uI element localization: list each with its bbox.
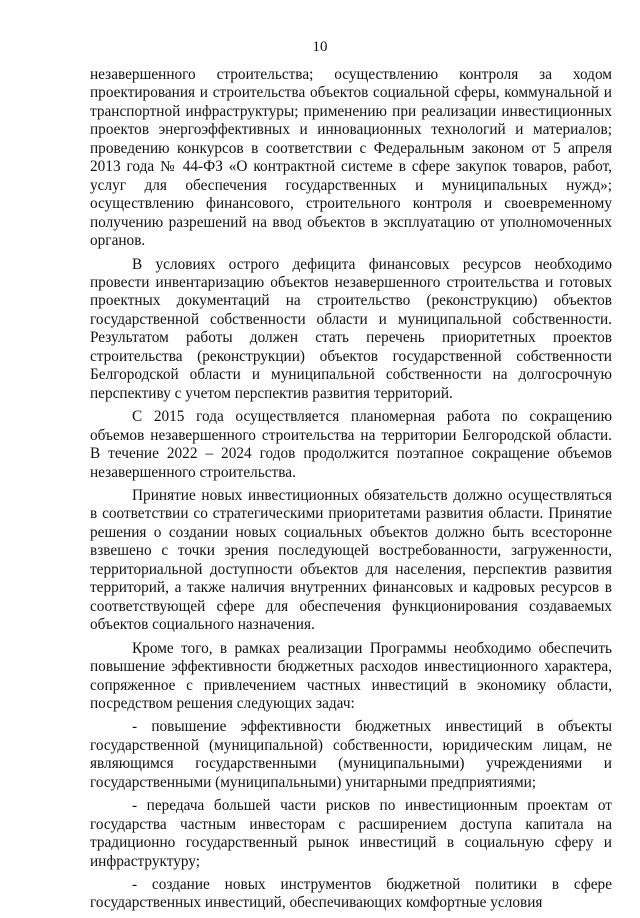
page-number: 10 bbox=[312, 39, 328, 55]
paragraph-reduction: С 2015 года осуществляется планомерная работа по сокращению объемов незавершенного строительства на территории Белгородской области. В течение 2022 – 2024 годов продолжится поэтапное сокращение объемов незавершенного строительства. bbox=[90, 408, 612, 481]
list-item-new-instruments: - создание новых инструментов бюджетной политики в сфере государственных инвестиций, обеспечивающих комфортные условия bbox=[90, 876, 612, 912]
paragraph-program-tasks: Кроме того, в рамках реализации Программы необходимо обеспечить повышение эффективности бюджетных расходов инвестиционного характера, сопряженное с привлечением частных инвестиций в экономику области, посредством решения следующих задач: bbox=[90, 639, 612, 712]
list-item-efficiency: - повышение эффективности бюджетных инвестиций в объекты государственной (муниципальной) собственности, юридическим лицам, не являющимся государственными (муниципальными) учреждениями и государственными (муниципальными) унитарными предприятиями; bbox=[90, 718, 612, 791]
paragraph-inventory: В условиях острого дефицита финансовых ресурсов необходимо провести инвентаризацию объектов незавершенного строительства и готовых проектных документаций на строительство (реконструкцию) объектов государственной собственности области и муниципальной собственности. Результатом работы должен стать перечень приоритетных проектов строительства (реконструкции) объектов государственной собственности Белгородской области и муниципальной собственности на долгосрочную перспективу с учетом перспектив развития территорий. bbox=[90, 255, 612, 402]
list-item-risk-transfer: - передача большей части рисков по инвестиционным проектам от государства частным инвесторам с расширением доступа капитала на традиционно государственный рынок инвестиций в социальную сферу и инфраструктуру; bbox=[90, 797, 612, 870]
document-body bbox=[90, 66, 612, 918]
paragraph-obligations: Принятие новых инвестиционных обязательств должно осуществляться в соответствии со стратегическими приоритетами развития области. Принятие решения о создании новых социальных объектов должно быть всесторонне взвешено с точки зрения последующей востребованности, загруженности, территориальной доступности объектов для населения, перспектив развития территорий, а также наличия внутренних финансовых и кадровых ресурсов в соответствующей сфере для обеспечения функционирования создаваемых объектов социального назначения. bbox=[90, 486, 612, 634]
paragraph-continuation: незавершенного строительства; осуществлению контроля за ходом проектирования и строительства объектов социальной сферы, коммунальной и транспортной инфраструктуры; применению при реализации инвестиционных проектов энергоэффективных и инновационных технологий и материалов; проведению конкурсов в соответствии с Федеральным законом от 5 апреля 2013 года № 44-ФЗ «О контрактной системе в сфере закупок товаров, работ, услуг для обеспечения государственных и муниципальных нужд»; осуществлению финансового, строительного контроля и своевременному получению разрешений на ввод объектов в эксплуатацию от уполномоченных органов. bbox=[90, 66, 612, 250]
